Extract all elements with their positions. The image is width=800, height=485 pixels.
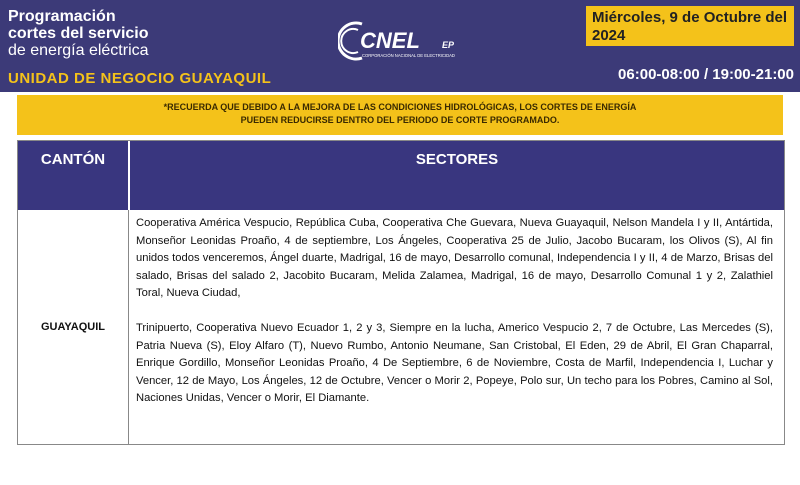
sectores-cell [136,215,773,408]
logo-suffix: EP [442,40,455,50]
title-line-1: Programación [8,8,116,25]
cnel-logo [338,18,478,64]
sectores-paragraph-2: Trinipuerto, Cooperativa Nuevo Ecuador 1, 2 y 3, Siempre en la lucha, Americo Vespucio 2, 7 de Octubre, Las Mercedes (S), Patria Nueva (S), Eloy Alfaro (T), Nuevo Rumbo, Antonio Neumane, San Cristobal, El Eden, 29 de Abril, El Gran Chaparral, Enrique Gordillo, Monseñor Leonidas Proaño, 4 De Septiembre, 6 de Noviembre, Costa de Marfil, Independencia I, Luchar y Vencer, 12 de Mayo, Los Ángeles, 12 de Octubre, Vencer o Morir 2, Popeye, Polo sur, Un techo para los Pobres, Camino al Sol, Naciones Unidas, Vencer o Morir, El Diamante. [136,321,773,405]
header-banner [0,0,800,92]
logo-name: CNEL [360,28,420,53]
date-box: Miércoles, 9 de Octubre del 2024 [586,6,794,46]
column-header-sectores: SECTORES [129,141,784,210]
column-divider [128,210,129,444]
header-title [8,8,149,59]
canton-cell: GUAYAQUIL [41,321,105,333]
notice-banner [17,95,783,135]
title-line-3: de energía eléctrica [8,42,149,59]
notice-line-1: *RECUERDA QUE DEBIDO A LA MEJORA DE LAS CONDICIONES HIDROLÓGICAS, LOS CORTES DE ENERGÍA [163,102,637,112]
notice-line-2: PUEDEN REDUCIRSE DENTRO DEL PERIODO DE CORTE PROGRAMADO. [240,115,560,125]
sectores-paragraph-1: Cooperativa América Vespucio, República Cuba, Cooperativa Che Guevara, Nueva Guayaquil, Nelson Mandela I y II, Antártida, Monseñor Leonidas Proaño, 4 de septiembre, Los Ángeles, Cooperativa 25 de Julio, Jacobo Bucaram, los Olivos (S), Al fin unidos todos venceremos, Ángel duarte, Madrigal, 16 de mayo, Desarrollo comunal, Independencia I y II, 4 de Marzo, Brisas del salado, Brisas del salado 2, Jacobito Bucaram, Melida Zalamea, Madrigal, 16 de mayo, Desarrollo Comunal 1 y 2, Zalathiel Toral, Nueva Ciudad, [136,217,773,300]
logo-subtitle: CORPORACIÓN NACIONAL DE ELECTRICIDAD [362,53,455,58]
business-unit-label: UNIDAD DE NEGOCIO GUAYAQUIL [8,70,272,87]
schedule-table [17,140,785,445]
column-header-canton: CANTÓN [18,141,128,210]
time-range: 06:00-08:00 / 19:00-21:00 [618,66,794,83]
title-line-2: cortes del servicio [8,25,149,42]
